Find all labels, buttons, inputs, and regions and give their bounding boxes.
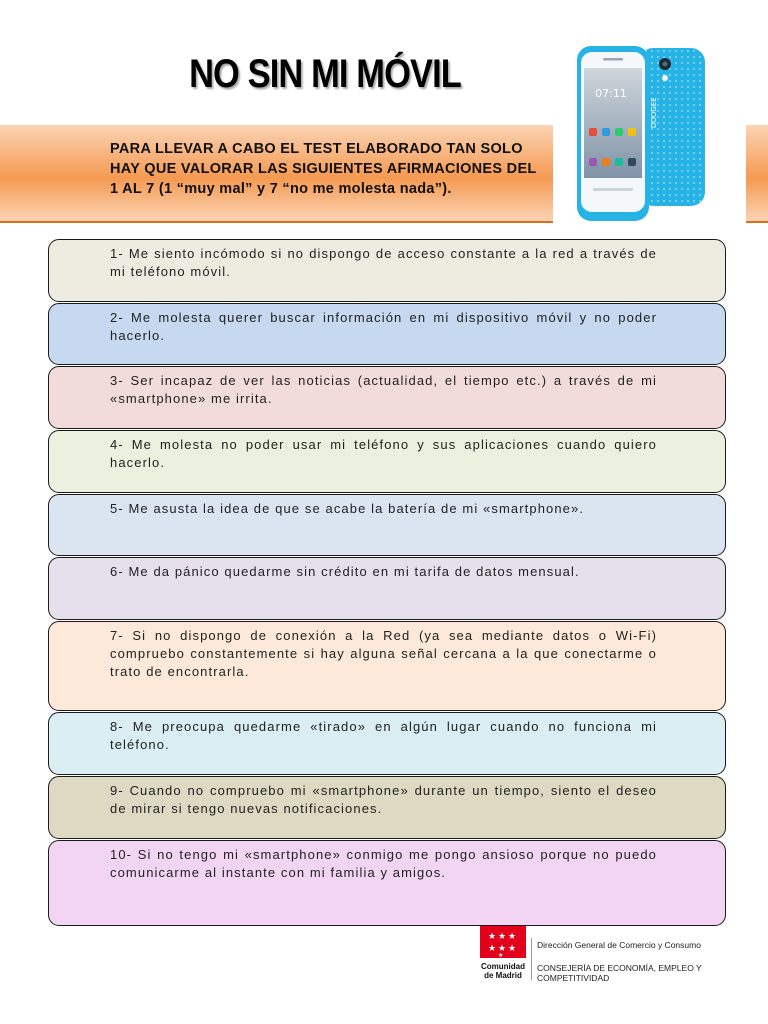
phone-image [553,18,746,226]
svg-text:★: ★ [498,952,504,959]
statement-card [48,239,726,302]
statement-text: 6- Me da pánico quedarme sin crédito en mi tarifa de datos mensual. [110,564,580,579]
statement-text: 2- Me molesta querer buscar información en mi dispositivo móvil y no poder hacerlo. [110,310,657,343]
footer-department: Dirección General de Comercio y Consumo [537,940,701,950]
svg-text:★: ★ [498,932,507,942]
statement-text: 4- Me molesta no poder usar mi teléfono y sus aplicaciones cuando quiero hacerlo. [110,437,657,470]
statement-card [48,494,726,556]
statement-card [48,366,726,429]
statement-text: 5- Me asusta la idea de que se acabe la batería de mi «smartphone». [110,501,585,516]
footer [478,926,738,982]
svg-text:★: ★ [488,944,497,954]
statement-card [48,303,726,365]
statement-text: 10- Si no tengo mi «smartphone» conmigo me pongo ansioso porque no puedo comunicarme al instante con mi familia y amigos. [110,847,657,880]
statement-text: 3- Ser incapaz de ver las noticias (actualidad, el tiempo etc.) a través de mi «smartphone» me irrita. [110,373,657,406]
footer-divider [531,938,532,980]
statement-card [48,430,726,493]
intro-text: PARA LLEVAR A CABO EL TEST ELABORADO TAN SOLO HAY QUE VALORAR LAS SIGUIENTES AFIRMACIONES DEL 1 AL 7 (1 “muy mal” y 7 “no me molesta nada”). [110,141,537,197]
phone-brand: DOOGEE [650,97,658,128]
page-title: NO SIN MI MÓVIL [189,52,461,96]
svg-text:★: ★ [508,944,517,954]
svg-text:★: ★ [488,932,497,942]
statement-card [48,840,726,926]
statement-text: 1- Me siento incómodo si no dispongo de acceso constante a la red a través de mi teléfono móvil. [110,246,657,279]
statement-text: 8- Me preocupa quedarme «tirado» en algún lugar cuando no funciona mi teléfono. [110,719,657,752]
madrid-flag-logo [478,926,528,960]
svg-text:★: ★ [498,944,507,954]
madrid-logo-name: Comunidad de Madrid [481,962,525,980]
statement-text: 9- Cuando no compruebo mi «smartphone» durante un tiempo, siento el deseo de mirar si tengo nuevas notificaciones. [110,783,657,816]
statement-card [48,621,726,711]
statement-card [48,557,726,620]
phone-clock: 07:11 [595,87,627,100]
footer-ministry: CONSEJERÍA DE ECONOMÍA, EMPLEO Y COMPETITIVIDAD [537,963,702,983]
statement-card [48,776,726,839]
statement-card [48,712,726,775]
svg-text:★: ★ [508,932,517,942]
statement-text: 7- Si no dispongo de conexión a la Red (ya sea mediante datos o Wi-Fi) compruebo constantemente si hay alguna señal cercana a la que conectarme o trato de encontrarla. [110,628,657,679]
smartphone-illustration [553,18,746,226]
intro-banner-edge [746,125,768,223]
